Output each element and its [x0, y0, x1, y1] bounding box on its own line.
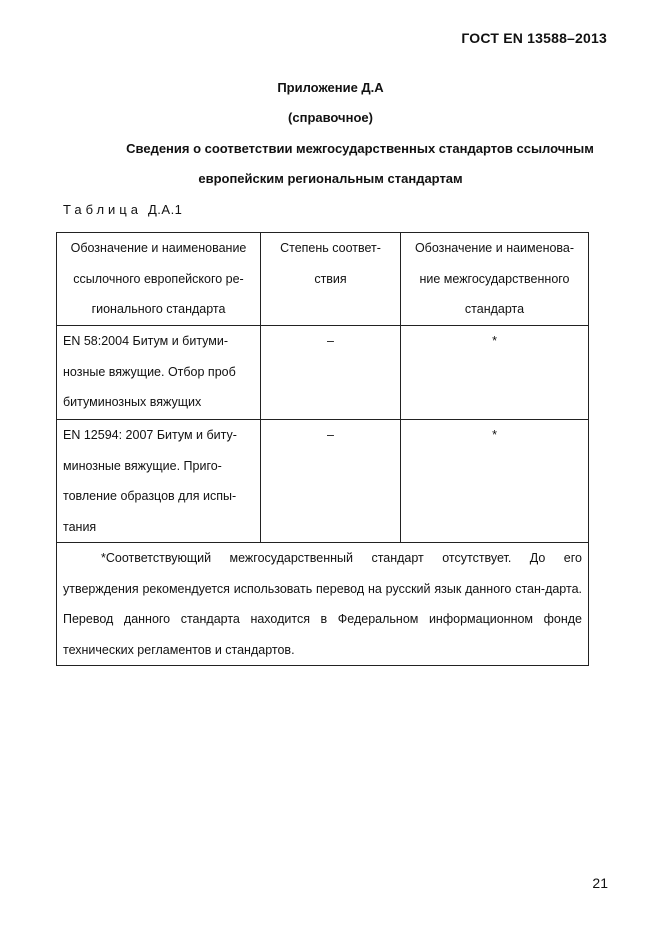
column-header: Обозначение и наименова-ние межгосударственного стандарта — [401, 233, 589, 326]
document-code: ГОСТ EN 13588–2013 — [461, 30, 607, 46]
interstate-standard-cell: * — [401, 420, 589, 543]
table-header-row — [57, 233, 589, 326]
degree-cell: – — [261, 326, 401, 420]
reference-standard-cell: EN 58:2004 Битум и битуми-нозные вяжущие. Отбор проб битуминозных вяжущих — [57, 326, 261, 420]
table-footnote-cell — [57, 543, 589, 666]
table-label-number: Д.А.1 — [147, 202, 183, 217]
appendix-subtitle: (справочное) — [288, 110, 373, 125]
reference-standard-cell: EN 12594: 2007 Битум и биту-минозные вяжущие. Приго-товление образцов для испы-тания — [57, 420, 261, 543]
degree-cell: – — [261, 420, 401, 543]
appendix-title: Приложение Д.А — [277, 80, 384, 95]
appendix-heading-line2: европейским региональным стандартам — [198, 171, 463, 186]
column-header: Степень соответ-ствия — [261, 233, 401, 326]
table-footnote-row — [57, 543, 589, 666]
table-label — [63, 202, 182, 217]
column-header: Обозначение и наименование ссылочного европейского ре-гионального стандарта — [57, 233, 261, 326]
appendix-heading-line1: Сведения о соответствии межгосударственных стандартов ссылочным — [126, 141, 594, 156]
page-number: 21 — [592, 875, 608, 891]
correspondence-table — [56, 232, 589, 666]
table-row — [57, 420, 589, 543]
interstate-standard-cell: * — [401, 326, 589, 420]
table-label-word: Таблица — [63, 202, 142, 217]
table-row — [57, 326, 589, 420]
table-footnote: *Соответствующий межгосударственный стандарт отсутствует. До его утверждения рекомендуется использовать перевод на русский язык данного стан-дарта. Перевод данного стандарта находится в Федеральном информационном фонде технических регламентов и стандартов. — [63, 551, 582, 657]
